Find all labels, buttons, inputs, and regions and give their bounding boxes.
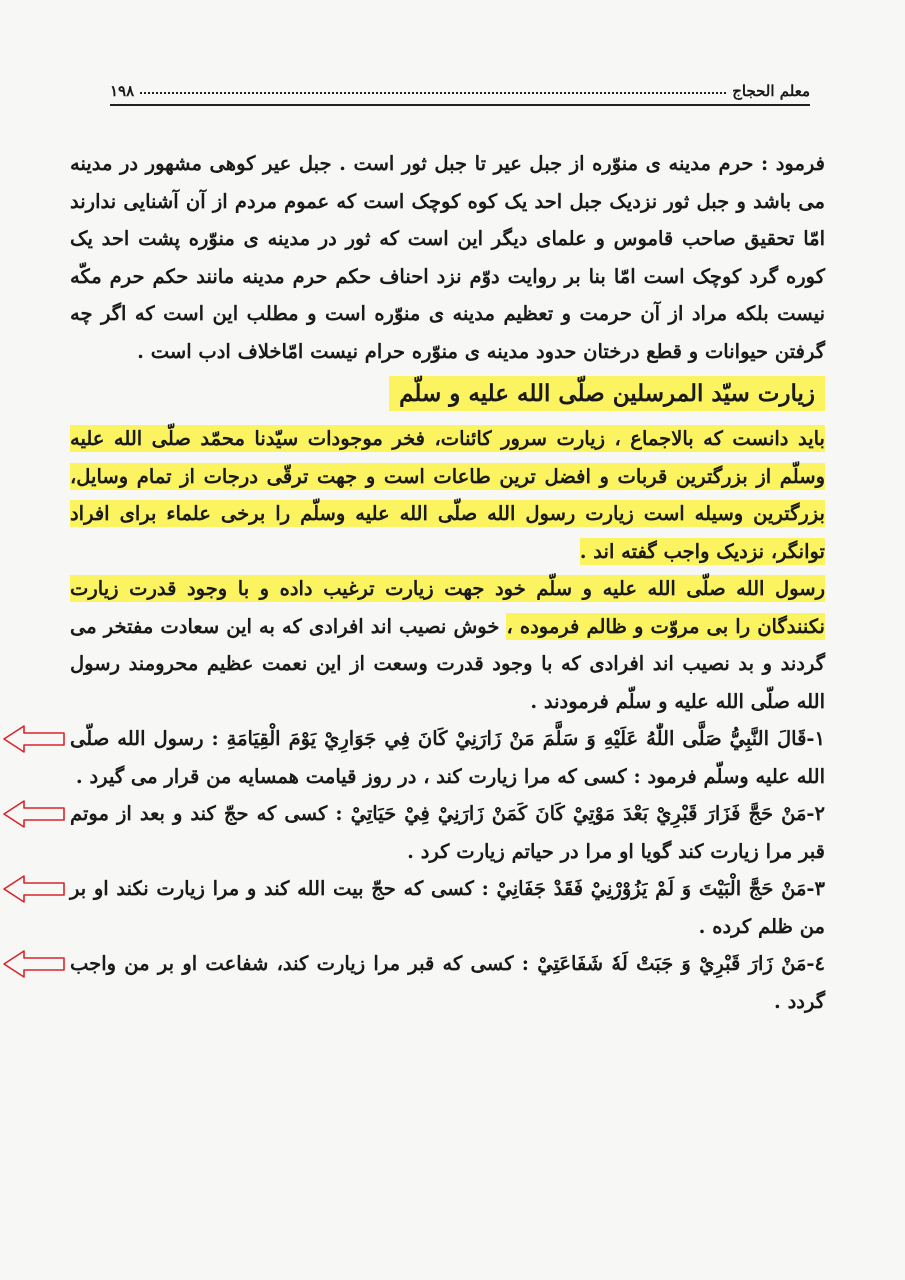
intro-paragraph: فرمود : حرم مدینه ی منوّره از جبل عیر تا جبل ثور است . جبل عیر کوهی مشهور در مدینه می باشد و جبل ثور نزدیک جبل احد یک کوه کوچک است که عموم مردم از آن آشنایی ندارند امّا تحقیق صاحب قاموس و علمای دیگر این است که ثور در مدینه ی منوّره پشت احد یک کوره گرد کوچک است امّا بنا بر روایت دوّم نزد احناف حکم حرم مدینه مانند حکم حرم مکّه نیست بلکه مراد از آن حرمت و تعظیم مدینه ی منوّره است و مطلب این است که اگر چه گرفتن حیوانات و قطع درختان حدود مدینه ی منوّره حرام نیست امّاخلاف ادب است .	[70, 152, 825, 363]
arrow-left-icon	[2, 724, 66, 754]
page-header	[110, 74, 810, 100]
highlighted-text: باید دانست که بالاجماع ، زیارت سرور کائنات، فخر موجودات سیّدنا محمّد صلّی الله علیه وسلّم از بزرگترین قربات و افضل ترین طاعات است و جهت ترقّی درجات از تمام وسایل، بزرگترین وسیله است زیارت رسول الله صلّی الله علیه وسلّم را برخی علماء برای افراد توانگر، نزدیک واجب گفته اند .	[70, 427, 825, 563]
section-heading	[70, 372, 825, 416]
hadith-item-2	[70, 795, 825, 870]
hadith-arabic: ١-قَالَ النَّبِيُّ صَلَّى اللّٰهُ عَلَيْهِ وَ سَلَّمَ مَنْ زَارَنِيْ كَانَ فِي جَوَارِيْ يَوْمَ الْقِيَامَةِ :	[211, 727, 825, 750]
hadith-translation: کسی که حجّ بیت الله کند و مرا زیارت نکند او بر من ظلم کرده .	[70, 877, 825, 938]
header-rule	[110, 104, 810, 106]
hadith-item-1	[70, 720, 825, 795]
hadith-translation: رسول الله صلّی الله علیه وسلّم فرمود : کسی که مرا زیارت کند ، در روز قیامت همسایه من قرار می گیرد .	[70, 727, 825, 788]
hadith-arabic: ٤-مَنْ زَارَ قَبْرِيْ وَ جَبَتْ لَهٗ شَفَاعَتِيْ :	[521, 952, 825, 975]
hadith-item-3	[70, 870, 825, 945]
section-heading-text: زیارت سیّد المرسلین صلّی الله علیه و سلّم	[389, 376, 825, 411]
page-body	[70, 145, 825, 1020]
arrow-left-icon	[2, 949, 66, 979]
hadith-arabic: ٢-مَنْ حَجَّ فَزَارَ قَبْرِيْ بَعْدَ مَوْتِيْ كَانَ كَمَنْ زَارَنِيْ فِيْ حَيَاتِيْ :	[335, 802, 825, 825]
header-title: معلم الحجاج	[732, 82, 810, 100]
header-dotted-leader	[140, 92, 726, 94]
arrow-left-icon	[2, 874, 66, 904]
hadith-arabic: ٣-مَنْ حَجَّ الْبَيْتَ وَ لَمْ يَزُوْرْنِيْ فَقَدْ جَفَانِيْ :	[481, 877, 825, 900]
pilgrimage-paragraph	[70, 420, 825, 570]
prophet-paragraph	[70, 570, 825, 720]
hadith-item-4	[70, 945, 825, 1020]
arrow-left-icon	[2, 799, 66, 829]
paragraph-continuation: خوش نصیب اند افرادی که به این سعادت مفتخر می گردند و بد نصیب اند افرادی که با وجود قدرت وسعت از این نعمت عظیم محرومند رسول الله صلّی الله علیه و سلّم فرمودند .	[70, 614, 825, 713]
hadith-translation: کسی که حجّ کند و بعد از موتم قبر مرا زیارت کند گویا او مرا در حیاتم زیارت کرد .	[70, 802, 825, 863]
hadith-translation: کسی که قبر مرا زیارت کند، شفاعت او بر من واجب گردد .	[70, 952, 825, 1013]
page-number: ١٩٨	[110, 82, 135, 100]
highlighted-text: رسول الله صلّی الله علیه و سلّم خود جهت زیارت ترغیب داده و با وجود قدرت زیارت نکنندگان را بی مروّت و ظالم فرموده ،	[70, 577, 825, 638]
